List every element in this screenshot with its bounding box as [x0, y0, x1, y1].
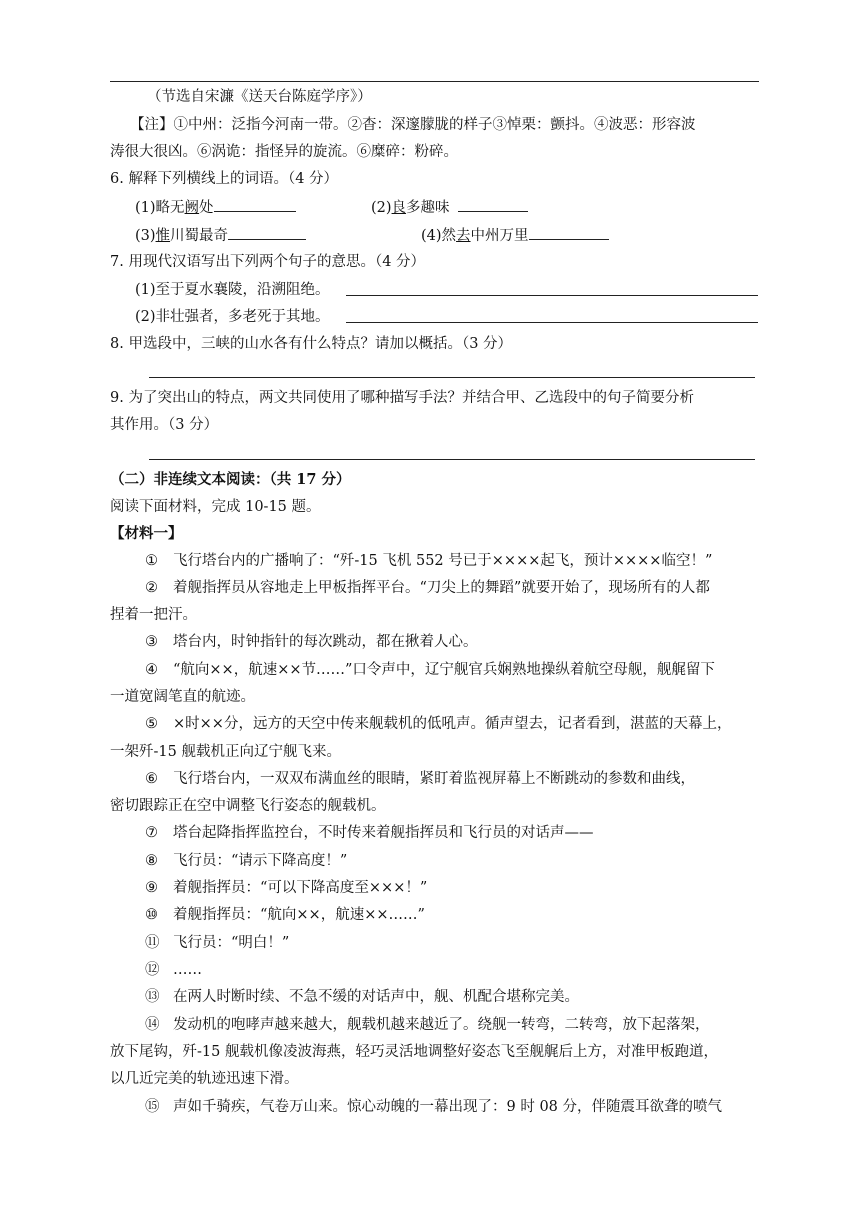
- paragraph-6: ⑥ 飞行塔台内，一双双布满血丝的眼睛，紧盯着监视屏幕上不断跳动的参数和曲线，: [145, 771, 695, 787]
- q6-item-3-word: 惟: [155, 228, 171, 244]
- q7-answer-line-1[interactable]: [346, 295, 758, 296]
- paragraph-11: ⑪ 飞行员：“明白！”: [145, 935, 290, 951]
- q6-item-4-pre: (4)然: [421, 228, 457, 244]
- paragraph-8: ⑧ 飞行员：“请示下降高度！”: [145, 853, 348, 869]
- paragraph-number: ④: [145, 662, 158, 678]
- q6-item-2-blank[interactable]: [458, 197, 528, 212]
- q6-item-3-pre: (3): [135, 228, 156, 244]
- q6-item-2-pre: (2): [371, 200, 392, 216]
- paragraph-14-cont-2: 以几近完美的轨迹迅速下滑。: [110, 1071, 299, 1087]
- paragraph-5: ⑤ ×时××分，远方的天空中传来舰载机的低吼声。循声望去，记者看到，湛蓝的天幕上，: [145, 716, 732, 732]
- section-2-title: （二）非连续文本阅读：（共 17 分）: [110, 471, 351, 488]
- q6-item-1-word: 阙: [184, 200, 200, 216]
- paragraph-number: ⑧: [145, 853, 158, 869]
- paragraph-12: ⑫ ……: [145, 962, 202, 978]
- question-9-line-2: 其作用。（3 分）: [110, 417, 219, 433]
- paragraph-number: ⑬: [145, 989, 160, 1005]
- q6-item-3-post: 川蜀最奇: [170, 228, 229, 244]
- section-2-instruction: 阅读下面材料，完成 10-15 题。: [110, 499, 321, 515]
- q6-item-3: [135, 225, 306, 246]
- q6-item-2-post: 多趣味: [406, 200, 450, 216]
- paragraph-6-cont: 密切跟踪正在空中调整飞行姿态的舰载机。: [110, 798, 386, 814]
- paragraph-2: ② 着舰指挥员从容地走上甲板指挥平台。“刀尖上的舞蹈”就要开始了，现场所有的人都: [145, 580, 710, 596]
- q7-answer-line-2[interactable]: [346, 322, 758, 323]
- q6-item-1-blank[interactable]: [214, 197, 296, 212]
- q6-item-1-post: 处: [199, 200, 214, 216]
- q6-item-4: [421, 225, 609, 246]
- paragraph-14: ⑭ 发动机的咆哮声越来越大，舰载机越来越近了。绕舰一转弯，二转弯，放下起落架，: [145, 1017, 710, 1033]
- q6-item-4-post: 中州万里: [470, 228, 529, 244]
- notes-line-1: 【注】①中州：泛指今河南一带。②杳：深邃朦胧的样子③悼栗：颤抖。④波恶：形容波: [130, 117, 696, 133]
- paragraph-number: ③: [145, 634, 158, 650]
- paragraph-2-cont: 捏着一把汗。: [110, 607, 197, 623]
- paragraph-10: ⑩ 着舰指挥员：“航向××，航速××……”: [145, 907, 425, 923]
- question-9-line-1: 9. 为了突出山的特点，两文共同使用了哪种描写手法？并结合甲、乙选段中的句子简要分析: [110, 390, 694, 406]
- q7-sentence-2: (2)非壮强者，多老死于其地。: [135, 309, 330, 325]
- top-rule: [110, 81, 759, 82]
- paragraph-14-cont-1: 放下尾钩，歼-15 舰载机像凌波海燕，轻巧灵活地调整好姿态飞至舰艉后上方，对准甲板跑道，: [110, 1044, 718, 1060]
- paragraph-3: ③ 塔台内，时钟指针的每次跳动，都在揪着人心。: [145, 634, 478, 650]
- paragraph-number: ⑪: [145, 935, 160, 951]
- paragraph-number: ①: [145, 553, 158, 569]
- q9-answer-line[interactable]: [149, 459, 755, 460]
- paragraph-13: ⑬ 在两人时断时续、不急不缓的对话声中，舰、机配合堪称完美。: [145, 989, 579, 1005]
- source-citation: （节选自宋濂《送天台陈庭学序》）: [147, 89, 372, 105]
- paragraph-number: ⑥: [145, 771, 158, 787]
- paragraph-number: ⑩: [145, 907, 158, 923]
- q6-item-3-blank[interactable]: [228, 225, 306, 240]
- q6-item-1-pre: (1)略无: [135, 200, 185, 216]
- paragraph-1: ① 飞行塔台内的广播响了：“歼-15 飞机 552 号已于××××起飞，预计××××临空！”: [145, 553, 713, 569]
- paragraph-number: ⑭: [145, 1017, 160, 1033]
- q6-item-1: [135, 197, 296, 218]
- paragraph-15: ⑮ 声如千骑疾，气卷万山来。惊心动魄的一幕出现了：9 时 08 分，伴随震耳欲聋的喷气: [145, 1099, 723, 1115]
- q7-sentence-1: (1)至于夏水襄陵，沿溯阻绝。: [135, 282, 330, 298]
- paragraph-5-cont: 一架歼-15 舰载机正向辽宁舰飞来。: [110, 744, 341, 760]
- q8-answer-line[interactable]: [149, 377, 755, 378]
- q6-item-4-blank[interactable]: [529, 225, 609, 240]
- paragraph-number: ⑦: [145, 825, 158, 841]
- paragraph-7: ⑦ 塔台起降指挥监控台，不时传来着舰指挥员和飞行员的对话声——: [145, 825, 594, 841]
- question-7-stem: 7. 用现代汉语写出下列两个句子的意思。（4 分）: [110, 254, 426, 270]
- paragraph-number: ⑤: [145, 716, 158, 732]
- paragraph-number: ⑮: [145, 1099, 160, 1115]
- q6-item-2-word: 良: [391, 200, 407, 216]
- q6-item-2: [371, 197, 528, 218]
- paragraph-4-cont: 一道宽阔笔直的航迹。: [110, 689, 255, 705]
- question-6-stem: 6. 解释下列横线上的词语。（4 分）: [110, 171, 339, 187]
- paragraph-number: ⑫: [145, 962, 160, 978]
- paragraph-number: ②: [145, 580, 158, 596]
- paragraph-number: ⑨: [145, 880, 158, 896]
- q6-item-4-word: 去: [456, 228, 471, 244]
- paragraph-4: ④ “航向××，航速××节……”口令声中，辽宁舰官兵娴熟地操纵着航空母舰，舰艉留下: [145, 662, 715, 678]
- question-8-stem: 8. 甲选段中，三峡的山水各有什么特点？请加以概括。（3 分）: [110, 336, 513, 352]
- notes-line-2: 涛很大很凶。⑥涡诡：指怪异的旋流。⑥糜碎：粉碎。: [110, 144, 458, 160]
- material-1-heading: 【材料一】: [110, 525, 183, 542]
- paragraph-9: ⑨ 着舰指挥员：“可以下降高度至×××！”: [145, 880, 428, 896]
